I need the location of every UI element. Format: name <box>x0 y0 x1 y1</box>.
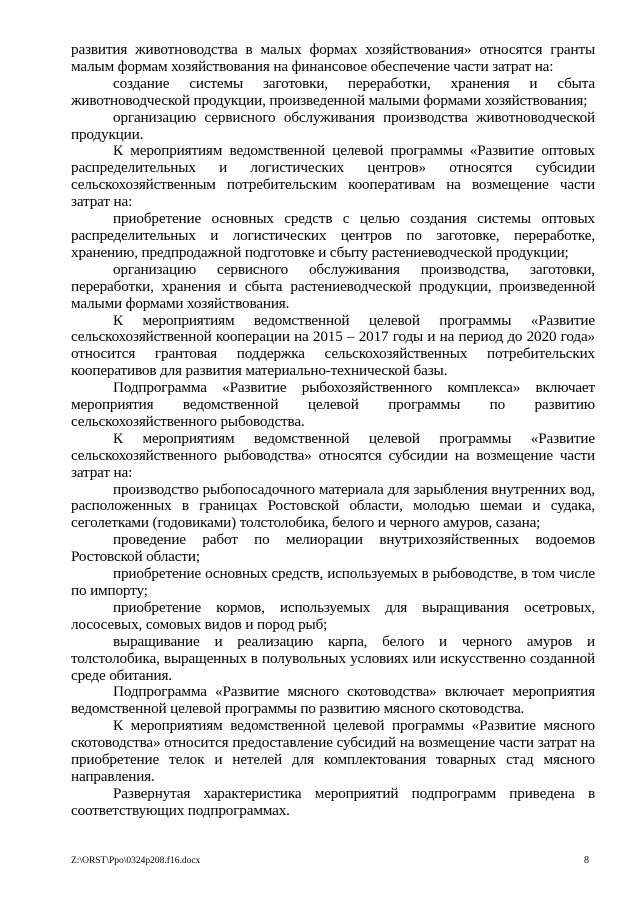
paragraph: Подпрограмма «Развитие рыбохозяйственного комплекса» включает мероприятия ведомственной целевой программы по развитию сельскохозяйственного рыбоводства. <box>71 379 595 430</box>
paragraph: создание системы заготовки, переработки, хранения и сбыта животноводческой продукции, произведенной малыми формами хозяйствования; <box>71 74 595 109</box>
paragraph: развития животноводства в малых формах хозяйствования» относятся гранты малым формам хозяйствования на финансовое обеспечение части затрат на: <box>71 41 595 75</box>
paragraph: организацию сервисного обслуживания производства, заготовки, переработки, хранения и сбыта растениеводческой продукции, произведенной малыми формами хозяйствования. <box>71 260 595 312</box>
paragraph: Развернутая характеристика мероприятий подпрограмм приведена в соответствующих подпрограммах. <box>71 784 595 819</box>
paragraph: приобретение кормов, используемых для выращивания осетровых, лососевых, сомовых видов и пород рыб; <box>71 598 595 633</box>
paragraph: К мероприятиям ведомственной целевой программы «Развитие сельскохозяйственного рыбоводства» относятся субсидии на возмещение части затрат на: <box>71 429 595 481</box>
paragraph: Подпрограмма «Развитие мясного скотоводства» включает мероприятия ведомственной целевой программы по развитию мясного скотоводства. <box>71 683 595 718</box>
paragraph: проведение работ по мелиорации внутрихозяйственных водоемов Ростовской области; <box>71 531 595 566</box>
paragraph: организацию сервисного обслуживания производства животноводческой продукции. <box>71 108 595 143</box>
page-body <box>71 42 595 820</box>
paragraph: производство рыбопосадочного материала для зарыбления внутренних вод, расположенных в границах Ростовской области, молодью шемаи и судака, сеголетками (годовиками) толстолобика, белого и черного амуров, сазана; <box>71 480 595 532</box>
paragraph: приобретение основных средств с целью создания системы оптовых распределительных и логистических центров по заготовке, переработке, хранению, предпродажной подготовке и сбыту растениеводческой продукции; <box>71 210 595 261</box>
page-number: 8 <box>584 855 589 866</box>
paragraph: приобретение основных средств, используемых в рыбоводстве, в том числе по импорту; <box>71 565 595 599</box>
paragraph: К мероприятиям ведомственной целевой программы «Развитие мясного скотоводства» относится предоставление субсидий на возмещение части затрат на приобретение телок и нетелей для комплектования товарных стад мясного направления. <box>71 717 595 785</box>
paragraph: К мероприятиям ведомственной целевой программы «Развитие оптовых распределительных и логистических центров» относятся субсидии сельскохозяйственным потребительским кооперативам на возмещение части затрат на: <box>71 142 595 211</box>
footer-file-path: Z:\ORST\Ppo\0324p208.f16.docx <box>71 856 201 866</box>
paragraph: выращиваниe и реализацию карпа, белого и черного амуров и толстолобика, выращенных в полувольных условиях или искусственно созданной среде обитания. <box>71 632 595 684</box>
paragraph: К мероприятиям ведомственной целевой программы «Развитие сельскохозяйственной кооперации на 2015 – 2017 годы и на период до 2020 года» относится грантовая поддержка сельскохозяйственных потребительских кооперативов для развития материально-технической базы. <box>71 311 595 380</box>
